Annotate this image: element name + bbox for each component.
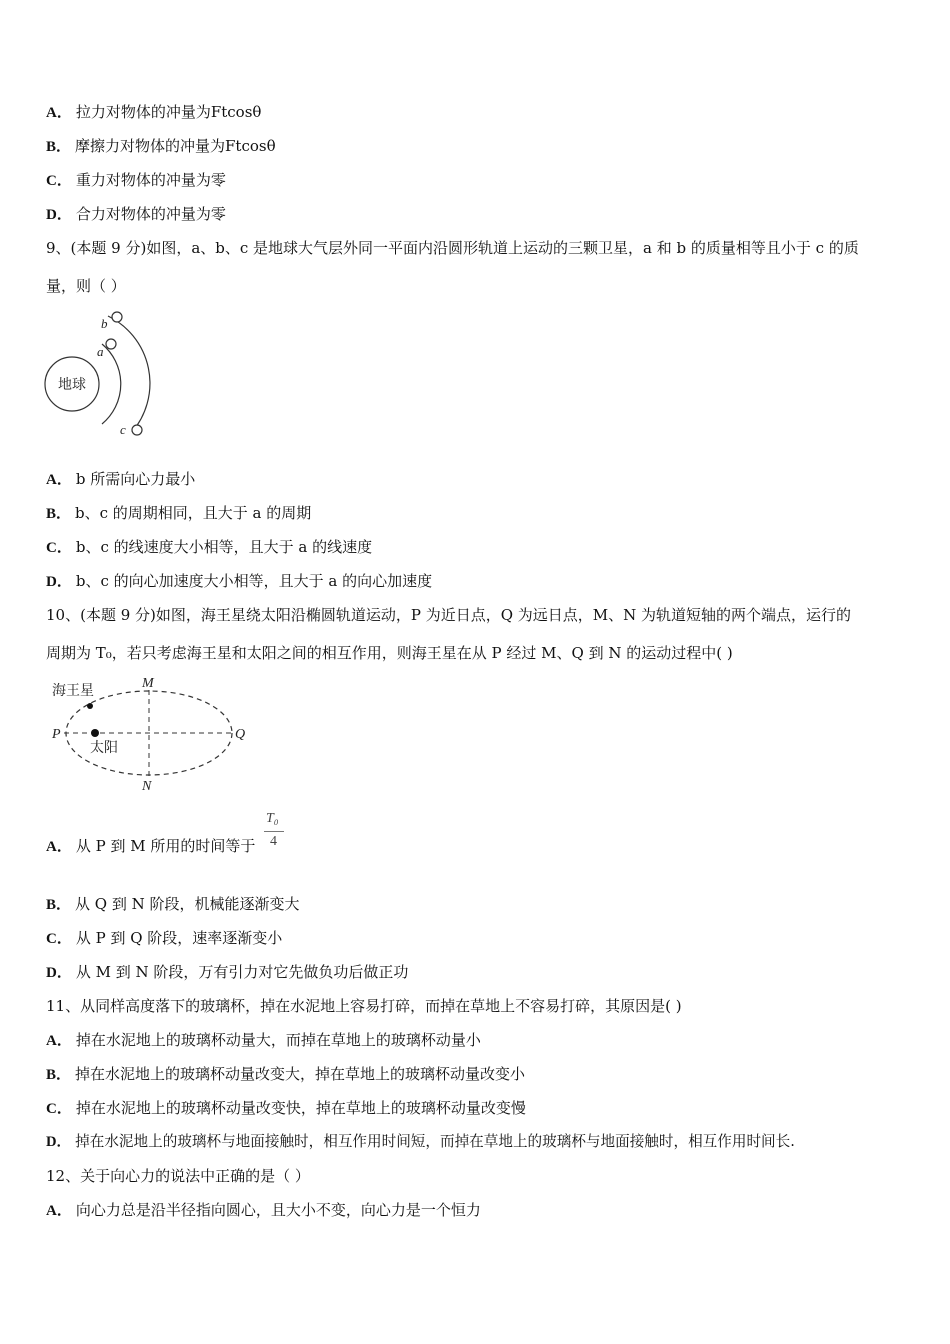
q12-stem: 12、关于向心力的说法中正确的是（ ） (46, 1167, 310, 1185)
orbit-inner (102, 344, 121, 424)
q9-stem-line2: 量，则（ ） (46, 277, 126, 295)
point-P: P (52, 727, 61, 742)
q10-option-c: C． 从 P 到 Q 阶段，速率逐渐变小 (46, 929, 283, 947)
neptune-dot (87, 703, 93, 709)
q9-option-b: B． b、c 的周期相同，且大于 a 的周期 (46, 504, 312, 522)
point-M: M (142, 676, 154, 691)
sun-label: 太阳 (90, 740, 118, 756)
fraction-denominator: 4 (270, 834, 277, 849)
sun-dot (91, 729, 99, 737)
satellite-b (112, 312, 122, 322)
q8-option-c: C． 重力对物体的冲量为零 (46, 171, 226, 189)
earth-label: 地球 (58, 377, 86, 393)
q10-stem-line1: 10、(本题 9 分)如图，海王星绕太阳沿椭圆轨道运动，P 为近日点，Q 为远日点，M、N 为轨道短轴的两个端点，运行的 (46, 606, 852, 624)
point-Q: Q (235, 727, 246, 742)
q9-stem-line1: 9、(本题 9 分)如图，a、b、c 是地球大气层外同一平面内沿圆形轨道上运动的三颗卫星，a 和 b 的质量相等且小于 c 的质 (46, 239, 859, 257)
fraction-bar (264, 831, 284, 832)
q8-option-b: B． 摩擦力对物体的冲量为Ftcosθ (46, 137, 276, 155)
satellite-c (132, 425, 142, 435)
label-b: b (101, 316, 108, 331)
q10-option-b: B． 从 Q 到 N 阶段，机械能逐渐变大 (46, 895, 300, 913)
q9-option-d: D． b、c 的向心加速度大小相等，且大于 a 的向心加速度 (46, 572, 433, 590)
q11-option-c: C． 掉在水泥地上的玻璃杯动量改变快，掉在草地上的玻璃杯动量改变慢 (46, 1099, 526, 1117)
neptune-orbit-diagram (46, 672, 266, 794)
q9-option-c: C． b、c 的线速度大小相等，且大于 a 的线速度 (46, 538, 373, 556)
neptune-label: 海王星 (52, 683, 94, 699)
label-a: a (97, 344, 104, 359)
q8-option-a: A． 拉力对物体的冲量为Ftcosθ (46, 103, 262, 121)
fraction-numerator: T₀ (266, 811, 279, 826)
q10-option-a: A． 从 P 到 M 所用的时间等于 (46, 837, 256, 855)
q11-option-b: B． 掉在水泥地上的玻璃杯动量改变大，掉在草地上的玻璃杯动量改变小 (46, 1065, 526, 1083)
q10-stem-line2: 周期为 T₀，若只考虑海王星和太阳之间的相互作用，则海王星在从 P 经过 M、Q 到 N 的运动过程中( ) (46, 644, 733, 662)
point-N: N (142, 779, 152, 794)
orbit-outer (108, 316, 150, 432)
q8-option-d: D． 合力对物体的冲量为零 (46, 205, 226, 223)
q11-stem: 11、从同样高度落下的玻璃杯，掉在水泥地上容易打碎，而掉在草地上不容易打碎，其原因是( ) (46, 997, 682, 1015)
q9-option-a: A． b 所需向心力最小 (46, 470, 196, 488)
q11-option-d: D． 掉在水泥地上的玻璃杯与地面接触时，相互作用时间短，而掉在草地上的玻璃杯与地面接触时，相互作用时间长. (46, 1133, 795, 1150)
satellite-a (106, 339, 116, 349)
q11-option-a: A． 掉在水泥地上的玻璃杯动量大，而掉在草地上的玻璃杯动量小 (46, 1031, 481, 1049)
q10-option-d: D． 从 M 到 N 阶段，万有引力对它先做负功后做正功 (46, 963, 409, 981)
satellite-orbit-diagram (40, 306, 170, 446)
q12-option-a: A． 向心力总是沿半径指向圆心，且大小不变，向心力是一个恒力 (46, 1201, 481, 1219)
label-c: c (120, 422, 126, 437)
